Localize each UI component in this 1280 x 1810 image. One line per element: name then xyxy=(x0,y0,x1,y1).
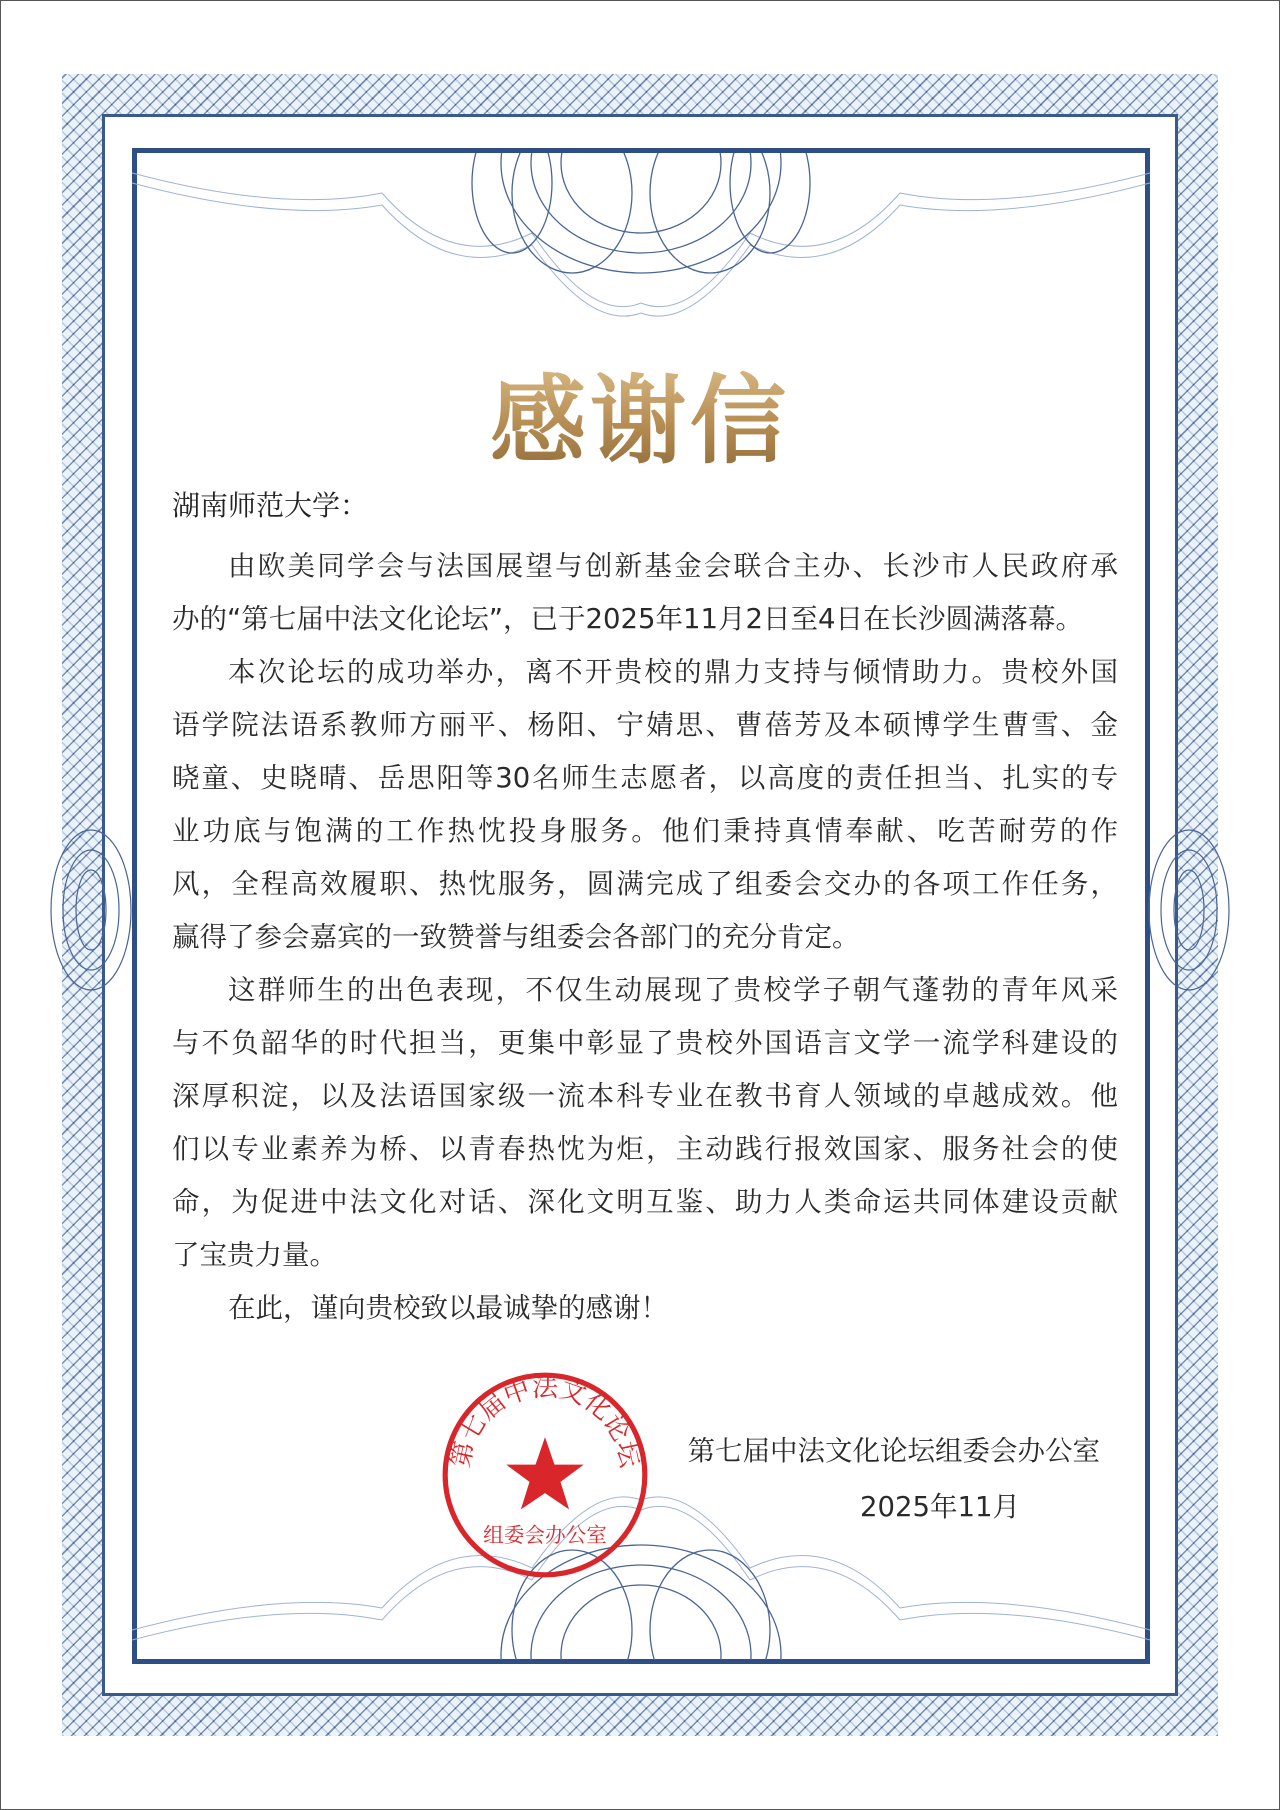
left-side-rosette xyxy=(46,820,136,1000)
letter-body xyxy=(172,540,1118,1335)
paragraph-line: 这群师生的出色表现，不仅生动展现了贵校学子朝气蓬勃的青年风采 xyxy=(228,974,1118,1006)
paragraph-line: 语学院法语系教师方丽平、杨阳、宁婧思、曹蓓芳及本硕博学生曹雪、金 xyxy=(172,709,1118,741)
seal-bottom-text: 组委会办公室 xyxy=(483,1523,607,1548)
paragraph-line: 们以专业素养为桥、以青春热忱为炬，主动践行报效国家、服务社会的使 xyxy=(172,1133,1118,1165)
seal-arc-text: 第七届中法文化论坛 xyxy=(445,1372,645,1471)
salutation: 湖南师范大学： xyxy=(172,489,369,522)
paragraph-line: 晓童、史晓晴、岳思阳等30名师生志愿者，以高度的责任担当、扎实的专 xyxy=(172,762,1118,794)
official-seal xyxy=(440,1370,650,1580)
paragraph-line: 与不负韶华的时代担当，更集中彰显了贵校外国语言文学一流学科建设的 xyxy=(172,1027,1118,1059)
paragraph-line: 了宝贵力量。 xyxy=(172,1239,337,1271)
paragraph-line: 命，为促进中法文化对话、深化文明互鉴、助力人类命运共同体建设贡献 xyxy=(172,1186,1118,1218)
paragraph-line: 办的“第七届中法文化论坛”，已于2025年11月2日至4日在长沙圆满落幕。 xyxy=(172,603,1083,635)
paragraph-line: 赢得了参会嘉宾的一致赞誉与组委会各部门的充分肯定。 xyxy=(172,921,860,953)
paragraph-line: 业功底与饱满的工作热忱投身服务。他们秉持真情奉献、吃苦耐劳的作 xyxy=(172,815,1118,847)
right-side-rosette xyxy=(1144,820,1234,1000)
signature: 第七届中法文化论坛组委会办公室 xyxy=(687,1435,1100,1467)
letter-title: 感谢信 xyxy=(0,345,1280,482)
date: 2025年11月 xyxy=(860,1491,1020,1523)
paragraph-line: 由欧美同学会与法国展望与创新基金会联合主办、长沙市人民政府承 xyxy=(228,550,1118,582)
paragraph-line: 本次论坛的成功举办，离不开贵校的鼎力支持与倾情助力。贵校外国 xyxy=(228,656,1118,688)
top-rosette-ornament xyxy=(132,153,1150,333)
paragraph-line: 深厚积淀，以及法语国家级一流本科专业在教书育人领域的卓越成效。他 xyxy=(172,1080,1118,1112)
paragraph-line: 风，全程高效履职、热忱服务，圆满完成了组委会交办的各项工作任务， xyxy=(172,868,1118,900)
paragraph-line: 在此，谨向贵校致以最诚挚的感谢！ xyxy=(228,1292,668,1324)
